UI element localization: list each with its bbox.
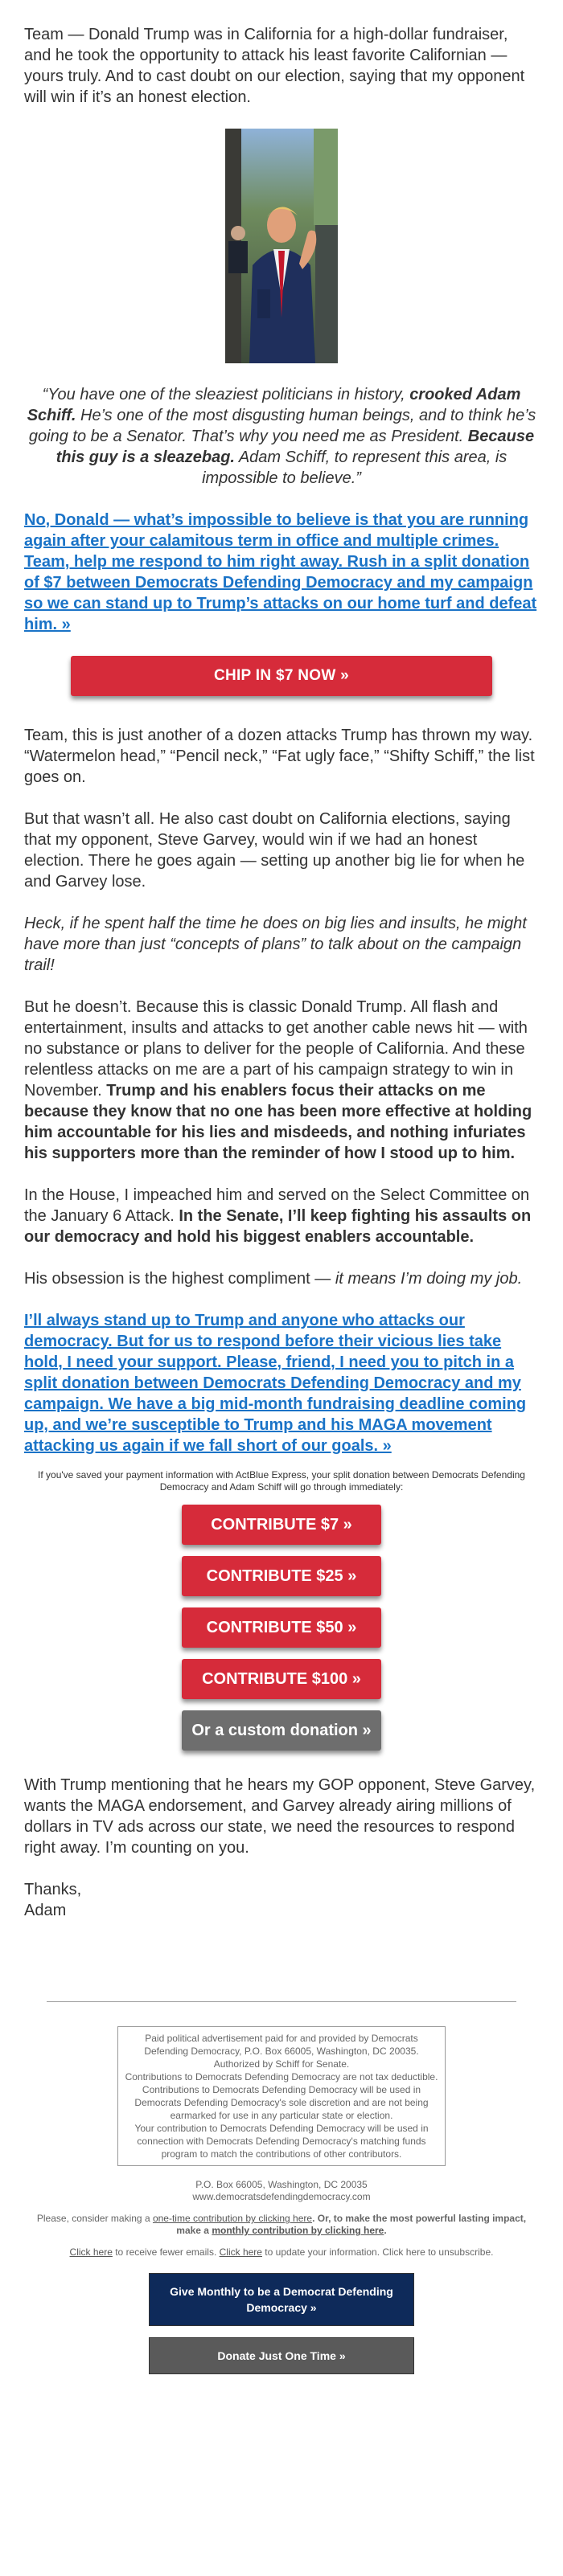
intro-paragraph: Team — Donald Trump was in California for a high-dollar fundraiser, and he took the opportunity to attack his least favorite Californian — yours truly. And to cast doubt on our election, saying that my opponent will win if it’s an honest election. [24,26,525,106]
donate-link-1[interactable]: No, Donald — what’s impossible to believe is that you are running again after your calamitous term in office and multiple crimes. Team, help me respond to him right away. Rush in a split donation of $7 between Democrats Defending Democracy and my campaign so we can stand up to Trump’s attacks on our home turf and defeat him. » [24,511,537,633]
consider-post: . [384,2225,387,2236]
footer-address [24,2179,539,2203]
update-info-link[interactable]: Click here [219,2246,262,2258]
disclaimer-line-1: Paid political advertisement paid for and provided by Democrats Defending Democracy, P.O. Box 66005, Washington, DC 20035. Authorized by Schiff for Senate. [144,2033,419,2070]
contribute-50-button[interactable]: CONTRIBUTE $50 » [182,1607,381,1648]
trump-photo [225,129,338,363]
fewer-emails-link[interactable]: Click here [69,2246,113,2258]
address-text: P.O. Box 66005, Washington, DC 20035 [195,2179,368,2190]
quote-text-2: He’s one of the most disgusting human beings, and to think he’s going to be a Senator. That’s why you need me as President. [28,407,536,445]
footer-consider [24,2213,539,2237]
donate-one-time-button[interactable]: Donate Just One Time » [149,2337,414,2374]
actblue-express-note: If you've saved your payment information with ActBlue Express, your split donation between Democrats Defending Democracy and Adam Schiff will go through immediately: [38,1469,525,1493]
obsession-italic-text: it means I’m doing my job. [335,1270,523,1288]
fewer-emails-text: to receive fewer emails. [112,2246,220,2258]
donate-link-2[interactable]: I’ll always stand up to Trump and anyone who attacks our democracy. But for us to respond before their vicious lies take hold, I need your support. Please, friend, I need you to pitch in a split donation between Democrats Defending Democracy and my campaign. We have a big mid-month fundraising deadline coming up, and we’re susceptible to Trump and his MAGA movement attacking us again if we fall short of our goals. » [24,1312,527,1455]
give-monthly-button[interactable]: Give Monthly to be a Democrat Defending Democracy » [149,2273,414,2326]
donate-link-paragraph-1 [24,510,539,635]
classic-bold-text: Trump and his enablers focus their attacks on me because they know that no one has been more effective at holding him accountable for his lies and misdeeds, and nothing infuriates his supporters more than the reminder of how I stood up to him. [24,1082,532,1162]
contribute-25-button[interactable]: CONTRIBUTE $25 » [182,1556,381,1596]
quote-text-1: “You have one of the sleaziest politicians in history, [42,386,410,403]
quote-text-3: Adam Schiff, to represent this area, is impossible to believe.” [202,448,508,487]
quote-bold-2: Because this guy is a sleazebag. [55,428,535,466]
obsession-paragraph [24,1268,539,1289]
house-text: In the House, I impeached him and served on the Select Committee on the January 6 Attack. [24,1186,530,1225]
classic-trump-paragraph [24,997,539,1164]
italic-text: Heck, if he spent half the time he does on big lies and insults, he might have more than just “concepts of plans” to talk about on the campaign trail! [24,915,527,974]
paid-for-disclaimer [117,2026,446,2166]
house-paragraph [24,1185,539,1247]
garvey-paragraph: With Trump mentioning that he hears my GOP opponent, Steve Garvey, wants the MAGA endorsement, and Garvey already airing millions of dollars in TV ads across our state, we need the resources to respond right away. I’m counting on you. [24,1776,536,1857]
email-body [24,0,539,2374]
trump-quote [24,384,539,489]
monthly-link[interactable]: monthly contribution by clicking here [212,2225,384,2236]
update-info-text: to update your information. Click here to unsubscribe. [261,2246,494,2258]
contribute-100-button[interactable]: CONTRIBUTE $100 » [182,1659,381,1699]
custom-donation-button[interactable]: Or a custom donation » [182,1710,381,1751]
obsession-text: His obsession is the highest compliment — [24,1270,335,1288]
signoff [24,1879,539,1921]
signoff-text: Thanks, [24,1881,82,1898]
elections-paragraph: But that wasn’t all. He also cast doubt on California elections, saying that my opponent, Steve Garvey, would win if we had an honest election. There he goes again — setting up another big lie for when he and Garvey lose. [24,810,525,891]
donate-link-paragraph-2 [24,1310,539,1456]
disclaimer-line-2: Contributions to Democrats Defending Democracy are not tax deductible. [125,2071,438,2083]
classic-text: But he doesn’t. Because this is classic Donald Trump. All flash and entertainment, insults and attacks to get another cable news hit — with no substance or plans to deliver for the people of California. And these relentless attacks on me are a part of his campaign strategy to win in November. [24,998,528,1100]
consider-pre: Please, consider making a [36,2213,153,2224]
attacks-paragraph: Team, this is just another of a dozen attacks Trump has thrown my way. “Watermelon head,” “Pencil neck,” “Fat ugly face,” “Shifty Schiff,” the list goes on. [24,727,535,786]
contribute-7-button[interactable]: CONTRIBUTE $7 » [182,1505,381,1545]
footer-unsubscribe [24,2246,539,2259]
consider-mid: . Or, to make the most powerful lasting impact, make a [176,2213,527,2236]
footer-divider [47,2001,516,2002]
house-bold-text: In the Senate, I’ll keep fighting his assaults on our democracy and hold his biggest enablers accountable. [24,1207,532,1246]
disclaimer-line-3: Contributions to Democrats Defending Democracy will be used in Democrats Defending Democracy's sole discretion and are not being earmarked for use in any particular state or election. [134,2084,429,2121]
website-text: www.democratsdefendingdemocracy.com [192,2191,371,2202]
chip-in-button[interactable]: CHIP IN $7 NOW » [71,656,492,696]
quote-bold-1: crooked Adam Schiff. [27,386,521,424]
disclaimer-line-4: Your contribution to Democrats Defending Democracy will be used in connection with Democrats Defending Democracy's matching funds program to match the contributions of other contributors. [134,2123,429,2160]
one-time-link[interactable]: one-time contribution by clicking here [152,2213,313,2224]
italic-paragraph [24,913,539,976]
signature: Adam [24,1902,67,1919]
